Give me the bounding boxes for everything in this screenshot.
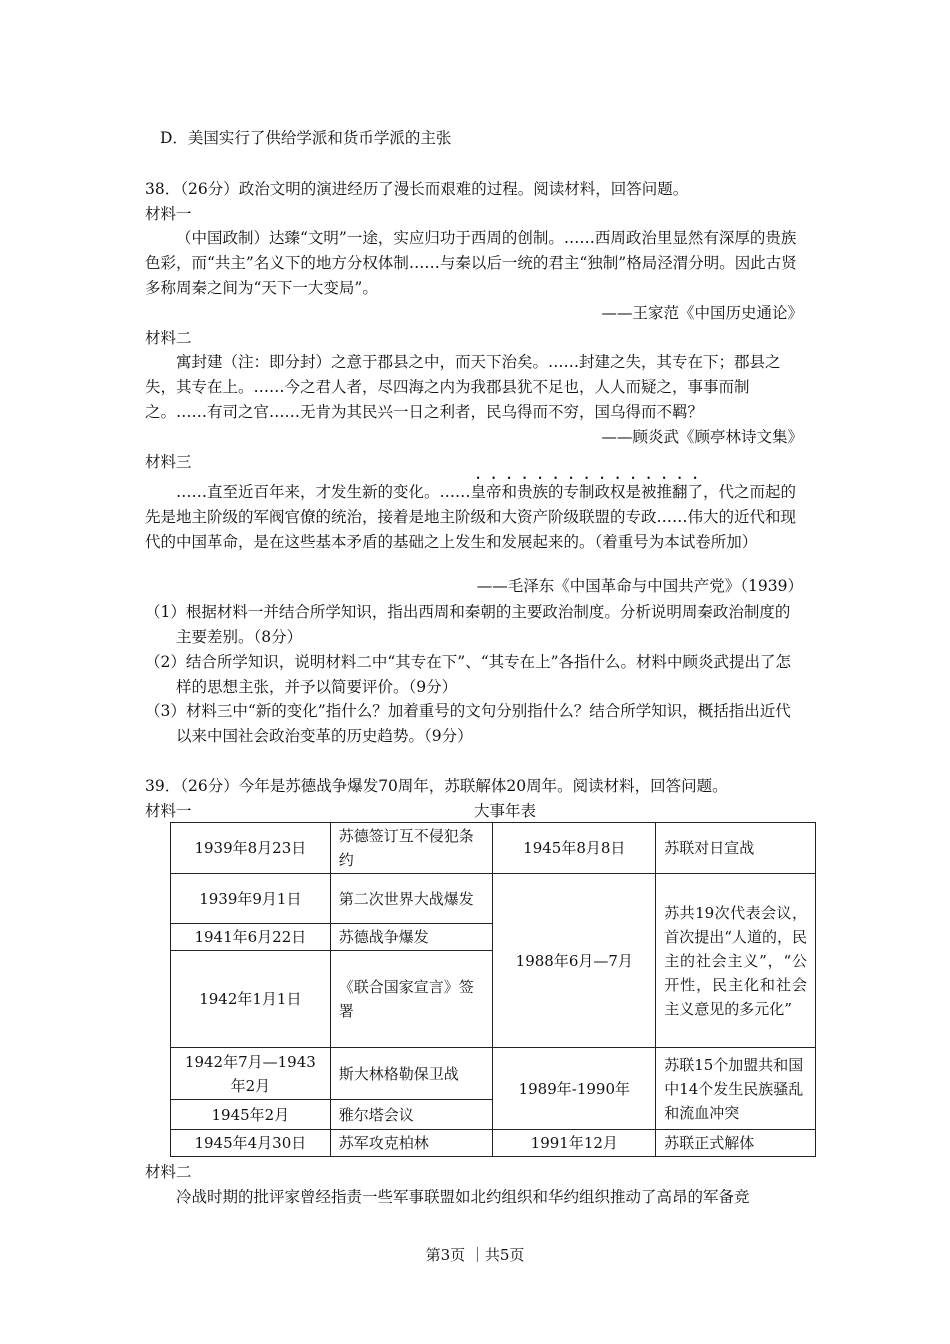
q38-subquestion-2: （2）结合所学知识，说明材料二中“其专在下”、“其专在上”各指什么。材料中顾炎武提出了怎样的思想主张，并予以简要评价。（9分） [145,653,792,696]
q38-subquestion-1: （1）根据材料一并结合所学知识，指出西周和秦朝的主要政治制度。分析说明周秦政治制度的主要差别。（8分） [145,603,791,646]
table-row [171,1130,816,1157]
q38-subquestion-3: （3）材料三中“新的变化”指什么？加着重号的文句分别指什么？结合所学知识，概括指出近代以来中国社会政治变革的历史趋势。（9分） [145,702,791,745]
events-table [170,822,816,1157]
q38-material2-label: 材料二 [145,329,192,347]
table-cell: 苏德战争爆发 [330,924,493,951]
table-row [171,1048,816,1100]
table-cell: 1942年1月1日 [171,951,331,1048]
q38-material3-text: ……直至近百年来，才发生新的变化。……皇帝和贵族的专制政权是被推翻了，代之而起的先是地主阶级的军阀官僚的统治，接着是地主阶级和大资产阶级联盟的专政……伟大的近代和现代的中国革命，是在这些基本矛盾的基础之上发生和发展起来的。（着重号为本试卷所加） [145,483,797,551]
table-row [171,823,816,874]
table-cell: 1945年2月 [171,1100,331,1130]
table-cell: 苏共19次代表会议，首次提出“人道的，民主的社会主义”，“公开性，民主化和社会主义意见的多元化” [656,874,816,1048]
table-cell: 1945年8月8日 [493,823,656,874]
table-cell: 1941年6月22日 [171,924,331,951]
table-cell: 1939年9月1日 [171,874,331,924]
table-cell: 《联合国家宣言》签署 [330,951,493,1048]
table-cell: 苏联15个加盟共和国中14个发生民族骚乱和流血冲突 [656,1048,816,1130]
emphasized-phrase: 皇帝和贵族的专制政权是被推翻了 [470,483,704,501]
table-cell: 苏联对日宣战 [656,823,816,874]
table-cell: 斯大林格勒保卫战 [330,1048,493,1100]
q39-material2-text: 冷战时期的批评家曾经指责一些军事联盟如北约组织和华约组织推动了高昂的军备竞 [176,1188,750,1206]
table-cell: 苏德签订互不侵犯条约 [330,823,493,874]
table-cell: 1988年6月—7月 [493,874,656,1048]
q38-material1-label: 材料一 [145,205,192,223]
page-footer: 第3页 ｜共5页 [425,1246,525,1264]
table-title: 大事年表 [473,802,536,820]
q38-material2-source: ——顾炎武《顾亭林诗文集》 [601,428,803,446]
q39-material2-label: 材料二 [145,1163,192,1181]
q39-material1-label: 材料一 [145,802,192,820]
q38-material1-source: ——王家范《中国历史通论》 [601,304,803,322]
option-d: D．美国实行了供给学派和货币学派的主张 [160,129,452,147]
table-cell: 苏军攻克柏林 [330,1130,493,1157]
table-row [171,874,816,924]
table-cell: 1991年12月 [493,1130,656,1157]
q38-material1-text: （中国政制）达臻“文明”一途，实应归功于西周的创制。……西周政治里显然有深厚的贵族色彩，而“共主”名义下的地方分权体制……与秦以后一统的君主“独制”格局泾渭分明。因此古贤多称周秦之间为“天下一大变局”。 [145,229,797,297]
q38-material3-label: 材料三 [145,453,192,471]
table-cell: 1945年4月30日 [171,1130,331,1157]
q38-material3-source: ——毛泽东《中国革命与中国共产党》（1939） [476,577,803,595]
table-cell: 苏联正式解体 [656,1130,816,1157]
table-cell: 1989年-1990年 [493,1048,656,1130]
q38-title: 38．（26分）政治文明的演进经历了漫长而艰难的过程。阅读材料，回答问题。 [145,180,689,198]
table-cell: 1939年8月23日 [171,823,331,874]
q38-material2-text: 寓封建（注：即分封）之意于郡县之中，而天下治矣。……封建之失，其专在下；郡县之失，其专在上。……今之君人者，尽四海之内为我郡县犹不足也，人人而疑之，事事而制之。……有司之官……无肯为其民兴一日之利者，民乌得而不穷，国乌得而不羁？ [145,353,781,421]
q39-title: 39．（26分）今年是苏德战争爆发70周年，苏联解体20周年。阅读材料，回答问题。 [145,777,728,795]
table-cell: 第二次世界大战爆发 [330,874,493,924]
table-cell: 雅尔塔会议 [330,1100,493,1130]
table-cell: 1942年7月—1943年2月 [171,1048,331,1100]
